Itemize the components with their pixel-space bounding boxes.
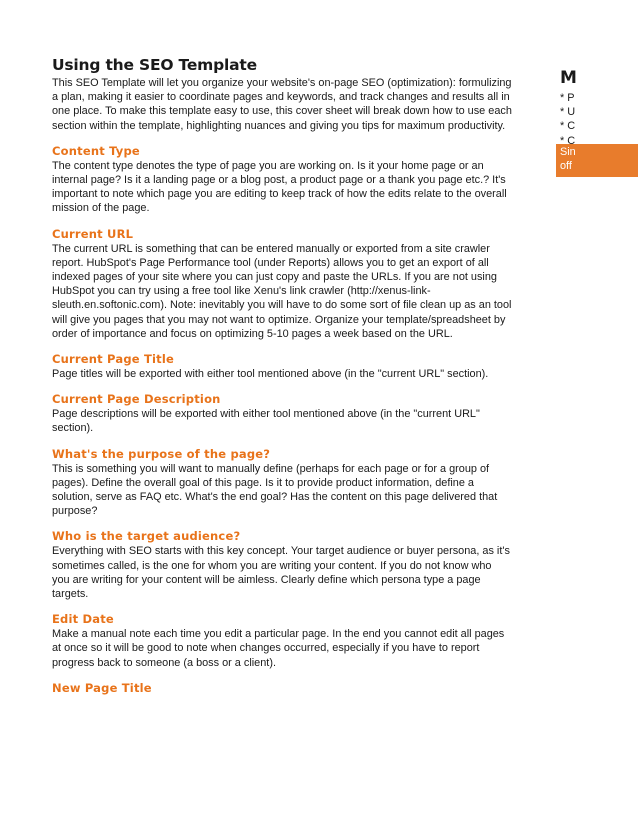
section-current-page-title bbox=[52, 352, 512, 381]
document-title: Using the SEO Template bbox=[52, 56, 257, 74]
sidebar-list bbox=[556, 91, 638, 148]
section-content-type bbox=[52, 144, 512, 216]
section-heading: Who is the target audience? bbox=[52, 529, 241, 544]
section-current-url bbox=[52, 227, 512, 341]
callout-line: Sin bbox=[560, 146, 576, 158]
section-heading: Current Page Title bbox=[52, 352, 174, 367]
sidebar-list-item: * U bbox=[560, 106, 576, 119]
section-body: Everything with SEO starts with this key concept. Your target audience or buyer persona, as it's sometimes called, is the one for whom you are writing your content. If you do not know who you are writing for your content will be aimless. Clearly define which persona type a page targets. bbox=[52, 545, 510, 601]
callout-line: off bbox=[560, 160, 572, 173]
section-new-page-title bbox=[52, 681, 512, 695]
sidebar-list-item: * C bbox=[560, 120, 576, 133]
sidebar-callout-box bbox=[556, 144, 638, 177]
section-body: The current URL is something that can be entered manually or exported from a site crawler report. HubSpot's Page Performance tool (under Reports) allows you to get an export of all indexed pages of your site where you can just copy and paste the URLs. If you are not using HubSpot you can try using a free tool like Xenu's link crawler (http://xenus-link-sleuth.en.softonic.com). Note: inevitably you will have to do some sort of file clean up as an tool will give you pages that you may not want to optimize. Organize your template/spreadsheet by order of importance and focus on optimizing 5-10 pages a week based on the URL. bbox=[52, 242, 512, 340]
sidebar-list-item: * C bbox=[560, 134, 576, 147]
sidebar-title: M bbox=[560, 68, 577, 88]
document-body bbox=[52, 56, 512, 696]
sidebar-panel bbox=[556, 67, 638, 177]
intro-paragraph: This SEO Template will let you organize your website's on-page SEO (optimization): formulizing a plan, making it easier to coordinate pages and keywords, and track changes and results all in one place. To make this template easy to use, this cover sheet will break down how to use each section within the template, highlighting nuances and giving you tips for maximum productivity. bbox=[52, 77, 512, 132]
section-edit-date bbox=[52, 612, 512, 670]
sidebar-list-item: * P bbox=[560, 92, 575, 104]
section-body: The content type denotes the type of page you are working on. Is it your home page or an internal page? Is it a landing page or a blog post, a product page or a thank you page etc.? It's important to note which page you are editing to keep track of how the edits relate to the overall mission of the page. bbox=[52, 159, 507, 215]
section-purpose bbox=[52, 447, 512, 519]
section-heading: Current URL bbox=[52, 226, 134, 241]
section-heading: Edit Date bbox=[52, 612, 114, 627]
section-body: Page descriptions will be exported with either tool mentioned above (in the "current URL" section). bbox=[52, 408, 480, 435]
section-target-audience bbox=[52, 529, 512, 601]
section-body: Make a manual note each time you edit a particular page. In the end you cannot edit all pages at once so it will be good to note when changes occurred, especially if you have to report progress back to someone (a boss or a client). bbox=[52, 628, 505, 669]
section-heading: What's the purpose of the page? bbox=[52, 446, 271, 461]
section-heading: New Page Title bbox=[52, 680, 152, 695]
section-body: Page titles will be exported with either tool mentioned above (in the "current URL" section). bbox=[52, 368, 489, 381]
section-heading: Current Page Description bbox=[52, 392, 221, 407]
section-heading: Content Type bbox=[52, 143, 140, 158]
section-body: This is something you will want to manually define (perhaps for each page or for a group of pages). Define the overall goal of this page. Is it to provide product information, define a solution, serve as FAQ etc. What's the end goal? Has the content on this page delivered that purpose? bbox=[52, 462, 498, 518]
section-current-page-description bbox=[52, 392, 512, 435]
